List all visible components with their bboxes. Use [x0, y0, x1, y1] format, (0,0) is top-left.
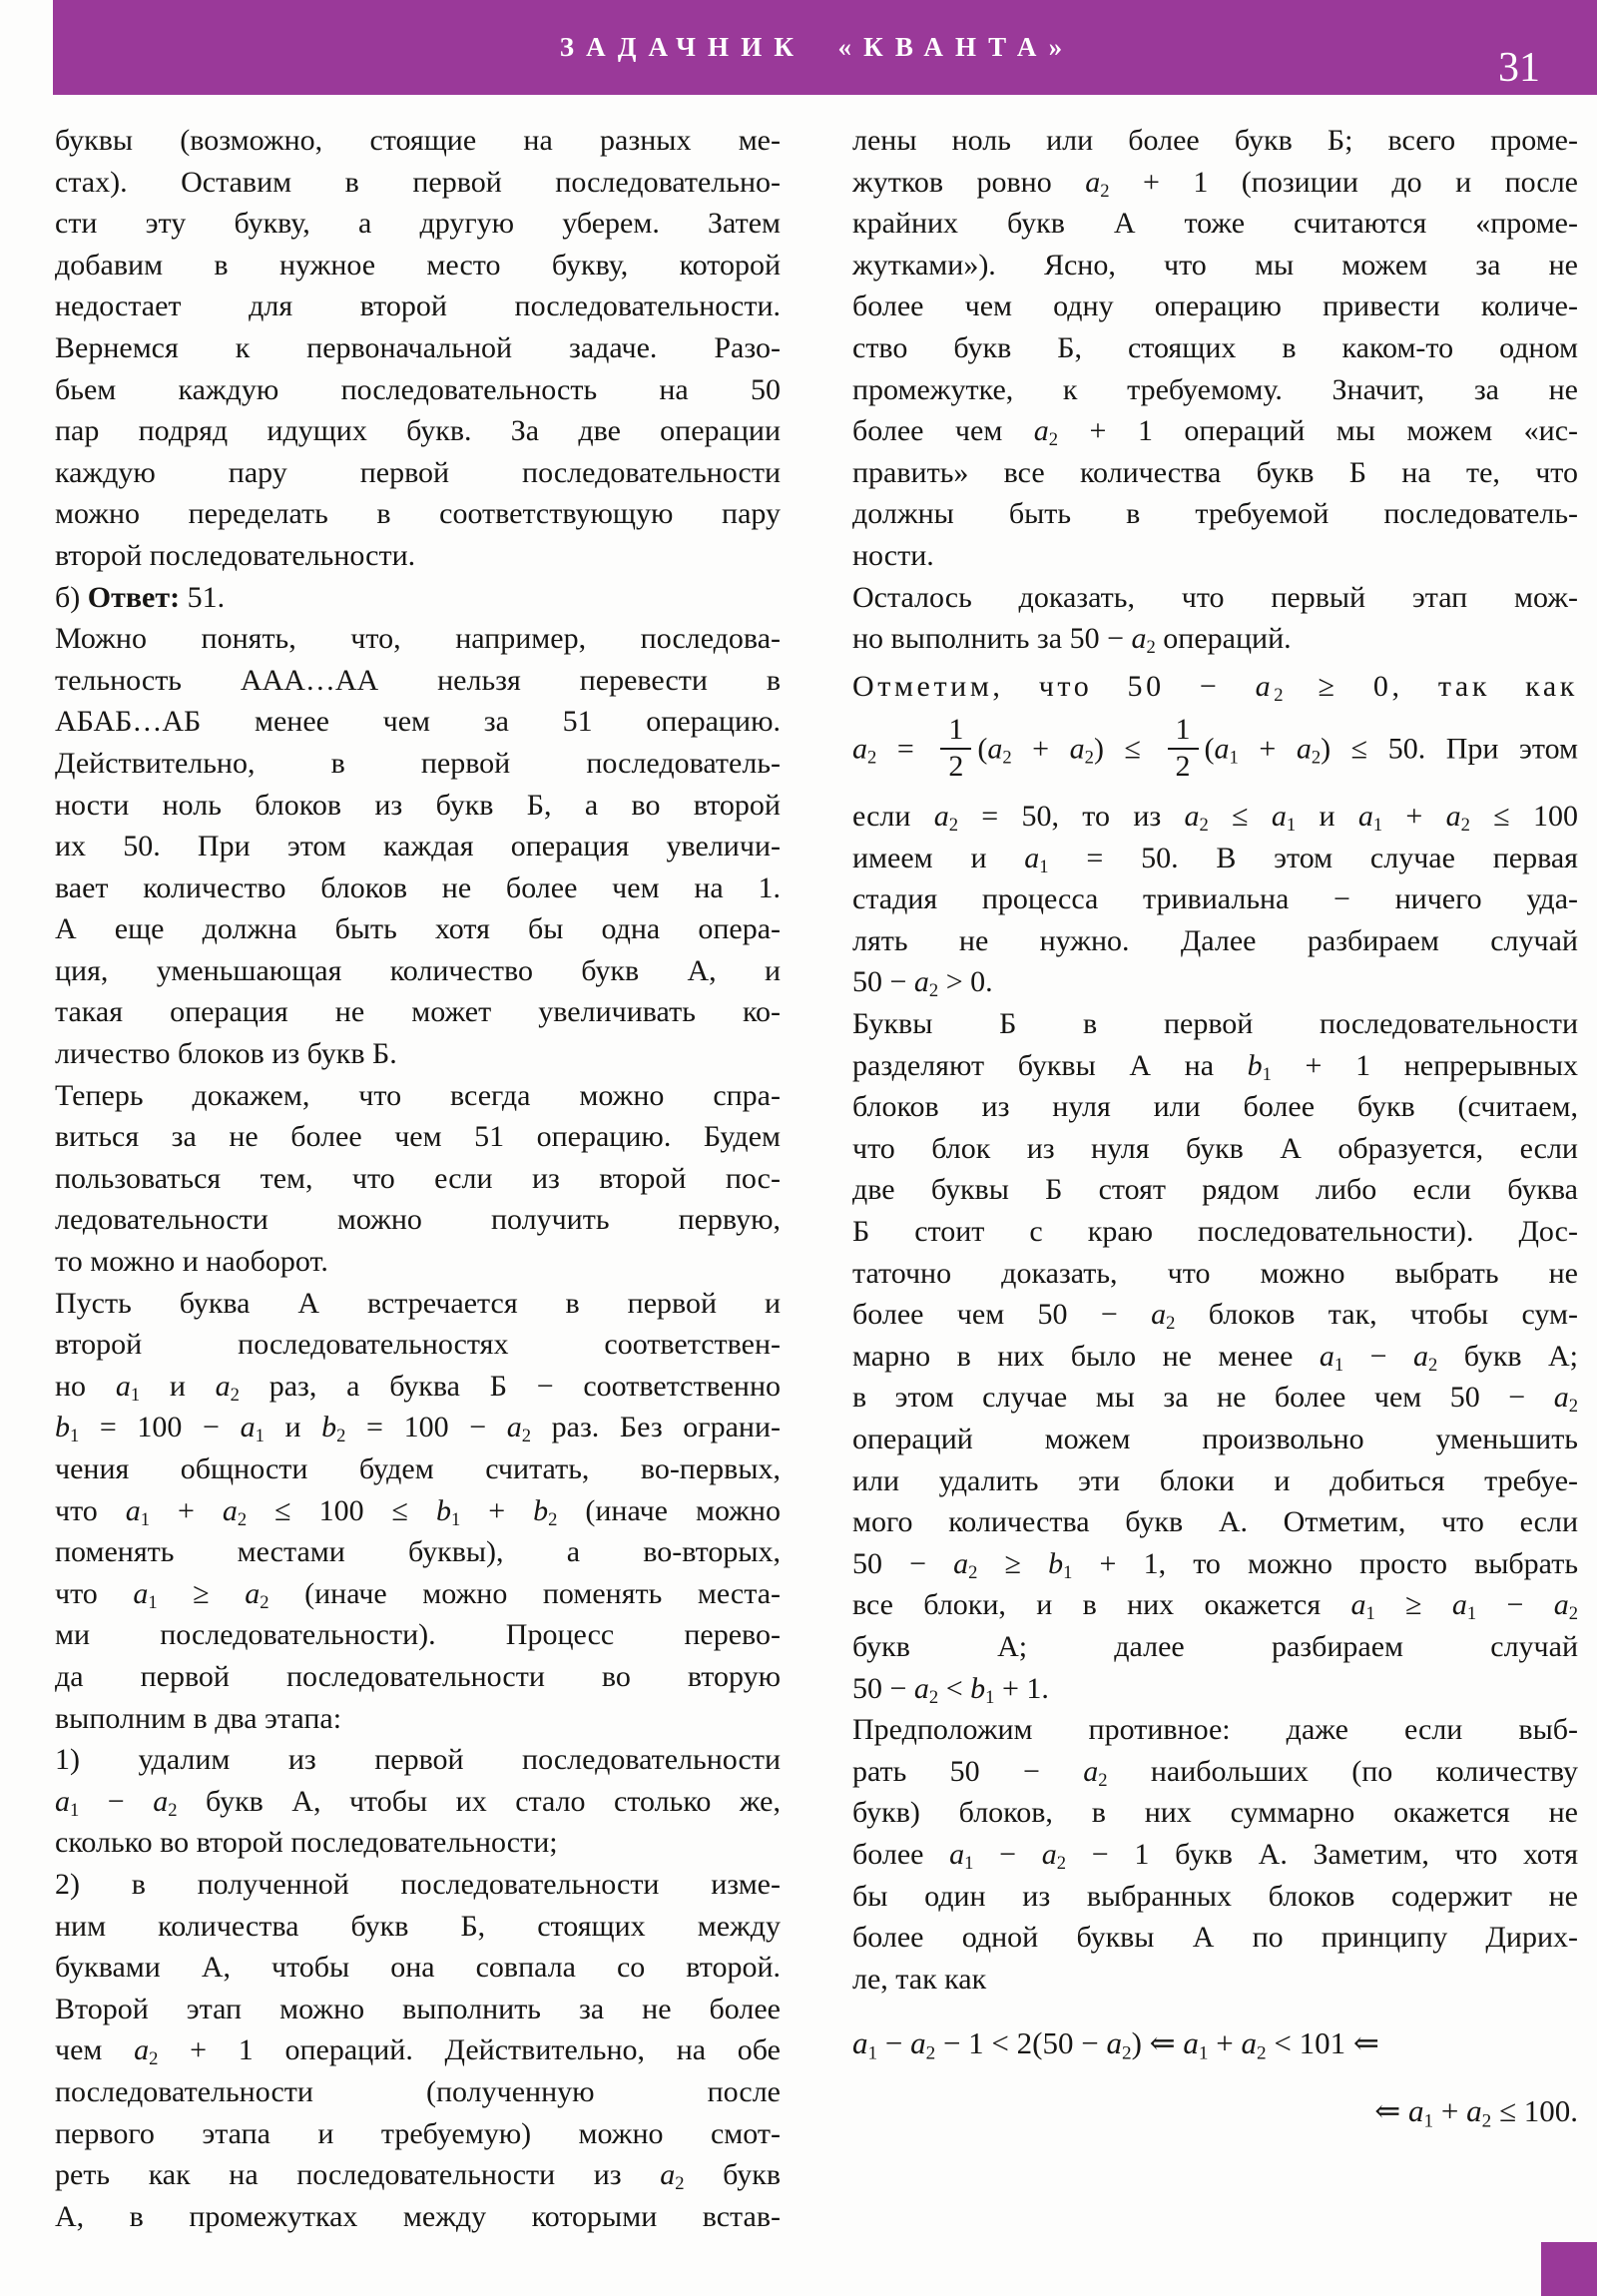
text-line: стадия процесса тривиальна − ничего уда- [852, 882, 1578, 916]
text-line: вает количество блоков не более чем на 1. [55, 870, 781, 904]
text-line: 1) удалим из первой последовательности [55, 1743, 781, 1777]
text-line: должны быть в требуемой последователь- [852, 497, 1578, 531]
text-line: две буквы Б стоят рядом либо если буква [852, 1173, 1578, 1207]
text-line: лены ноль или более букв Б; всего проме- [852, 124, 1578, 157]
text-line: чем $a_2 + 1$ операций. Действительно, на обе [55, 2033, 781, 2070]
left-column [55, 120, 781, 2237]
text-line: реть как на последовательности из $a_2$ букв [55, 2158, 781, 2195]
text-line: добавим в нужное место букву, которой [55, 248, 781, 282]
text-line: промежутке, к требуемому. Значит, за не [852, 372, 1578, 406]
text-line: $a_1 - a_2$ букв А, чтобы их стало столько же, [55, 1784, 781, 1821]
text-line: сти эту букву, а другую уберем. Затем [55, 207, 781, 241]
text-line: 2) в полученной последовательности изме- [55, 1867, 781, 1901]
text-line: Теперь докажем, что всегда можно спра- [55, 1078, 781, 1112]
text-line: их 50. При этом каждая операция увеличи- [55, 830, 781, 863]
text-line: второй последовательностях соответствен- [55, 1328, 781, 1362]
inline-formula-line: $a_2$ = $\frac{1}{2}$ $(a_2 + a_2)$ ≤ $\frac{1}{2}$ $(a_1 + a_2) \le 50$. При этом [852, 713, 1579, 783]
text-line: ности ноль блоков из букв Б, а во второй [55, 788, 781, 822]
text-line: если $a_2 = 50$, то из $a_2 \le a_1$ и $a_1 + a_2 \le 100$ [852, 800, 1579, 837]
text-line: тельность ААА…АА нельзя перевести в [55, 663, 781, 697]
header-bar [53, 0, 1597, 95]
text-line: второй последовательности. [55, 538, 416, 572]
right-column [852, 120, 1578, 2135]
text-line: крайних букв А тоже считаются «проме- [852, 207, 1578, 241]
text-line: АБАБ…АБ менее чем за 51 операцию. [55, 705, 781, 739]
text-line: можно переделать в соответствующую пару [55, 497, 781, 531]
text-line: мого количества букв А. Отметим, что если [852, 1505, 1578, 1539]
text-line: ле, так как [852, 1962, 987, 1996]
display-formula-line: $a_1 - a_2 - 1 < 2(50 - a_2)$ ⇐ $a_1 + a_2 < 101$ ⇐ [852, 2025, 1379, 2064]
display-formula-line: ⇐ $a_1 + a_2 \le 100$. [1374, 2093, 1578, 2132]
text-line: что $a_1 \ge a_2$ (иначе можно поменять места- [55, 1576, 782, 1613]
text-line: бьем каждую последовательность на 50 [55, 372, 781, 406]
text-line: таточно доказать, что можно выбрать не [852, 1256, 1578, 1290]
text-line: чения общности будем считать, во-первых, [55, 1452, 781, 1485]
text-line: но $a_1$ и $a_2$ раз, а буква Б − соответственно [55, 1369, 782, 1407]
text-line: бы один из выбранных блоков содержит не [852, 1879, 1578, 1913]
text-line: пар подряд идущих букв. За две операции [55, 414, 781, 448]
text-line: рать $50 - a_2$ наибольших (по количеству [852, 1754, 1578, 1791]
text-line: А, в промежутках между которыми встав- [55, 2199, 781, 2233]
text-line: более одной буквы А по принципу Дирих- [852, 1921, 1578, 1955]
text-line: $50 - a_2 \ge b_1 + 1$, то можно просто выбрать [852, 1546, 1579, 1583]
text-line: каждую пару первой последовательности [55, 455, 781, 489]
text-line: марно в них было не менее $a_1 - a_2$ букв А; [852, 1339, 1578, 1377]
text-line: личество блоков из букв Б. [55, 1037, 397, 1071]
text-line: Вернемся к первоначальной задаче. Разо- [55, 330, 781, 364]
text-line: выполним в два этапа: [55, 1701, 342, 1735]
text-line: пользоваться тем, что если из второй пос- [55, 1161, 781, 1195]
text-line: да первой последовательности во вторую [55, 1659, 781, 1693]
text-line: ция, уменьшающая количество букв А, и [55, 953, 781, 987]
text-line: букв) блоков, в них суммарно окажется не [852, 1796, 1578, 1830]
text-line: стах). Оставим в первой последовательно- [55, 165, 781, 199]
text-line: $50 - a_2 < b_1 + 1$. [852, 1671, 1049, 1708]
text-line: в этом случае мы за не более чем $50 - a_2$ [852, 1381, 1578, 1418]
fraction: $\frac{1}{2}$ [1168, 714, 1199, 783]
text-line: ности. [852, 538, 934, 572]
text-line: ство букв Б, стоящих в каком-то одном [852, 330, 1578, 364]
text-line: ним количества букв Б, стоящих между [55, 1909, 781, 1943]
text-line: $b_1 = 100 - a_1$ и $b_2 = 100 - a_2$ раз. Без ограни- [55, 1411, 782, 1447]
text-line: Можно понять, что, например, последова- [55, 622, 781, 656]
text-line: Отметим, что $50 - a_2 \ge 0$, так как [852, 669, 1578, 706]
text-line: имеем и $a_1 = 50$. В этом случае первая [852, 841, 1578, 877]
text-line: более чем одну операцию привести количе- [852, 289, 1578, 323]
text-line: что блок из нуля букв А образуется, если [852, 1131, 1578, 1165]
text-line: более $a_1 - a_2 - 1$ букв А. Заметим, что хотя [852, 1837, 1578, 1875]
text-line: Б стоит с краю последовательности). Дос- [852, 1215, 1578, 1249]
text-line: Осталось доказать, что первый этап мож- [852, 580, 1578, 614]
text-line: править» все количества букв Б на те, что [852, 455, 1578, 489]
text-line: лять не нужно. Далее разбираем случай [852, 923, 1578, 957]
text-line: все блоки, и в них окажется $a_1 \ge a_1 - a_2$ [852, 1588, 1579, 1625]
text-line: буквы (возможно, стоящие на разных ме- [55, 124, 781, 157]
fraction: $\frac{1}{2}$ [940, 714, 971, 783]
text-line: Пусть буква А встречается в первой и [55, 1286, 781, 1320]
text-line: виться за не более чем 51 операцию. Будем [55, 1120, 781, 1154]
text-line: разделяют буквы А на $b_1 + 1$ непрерывных [852, 1048, 1578, 1085]
text-line: жутков ровно $a_2 + 1$ (позиции до и после [852, 165, 1578, 202]
text-line: но выполнить за $50 - a_2$ операций. [852, 622, 1292, 659]
text-line: Предположим противное: даже если выб- [852, 1713, 1578, 1747]
text-line: жутками»). Ясно, что мы можем за не [852, 248, 1578, 282]
text-line: букв А; далее разбираем случай [852, 1629, 1578, 1663]
text-line: операций можем произвольно уменьшить [852, 1423, 1578, 1455]
text-line: или удалить эти блоки и добиться требуе- [852, 1463, 1578, 1497]
section-title: ЗАДАЧНИК «КВАНТА» [559, 32, 1075, 62]
text-line: сколько во второй последовательности; [55, 1826, 558, 1860]
text-line: А еще должна быть хотя бы одна опера- [55, 912, 781, 946]
text-line: буквами А, чтобы она совпала со второй. [55, 1951, 781, 1985]
text-line: $50 - a_2 > 0$. [852, 965, 993, 1002]
text-line: последовательности (полученную после [55, 2074, 781, 2108]
page-number: 31 [1498, 45, 1540, 91]
text-line: такая операция не может увеличивать ко- [55, 995, 781, 1029]
text-line: поменять местами буквы), а во-вторых, [55, 1535, 781, 1569]
answer-line: б) Ответ: 51. [55, 580, 226, 614]
text-line: блоков из нуля или более букв (считаем, [852, 1090, 1578, 1124]
text-line: ледовательности можно получить первую, [55, 1203, 781, 1237]
text-line: более чем $a_2 + 1$ операций мы можем «ис- [852, 414, 1579, 451]
text-line: что $a_1 + a_2 \le 100 \le b_1 + b_2$ (иначе можно [55, 1493, 781, 1530]
text-line: более чем $50 - a_2$ блоков так, чтобы сум- [852, 1298, 1578, 1335]
text-line: то можно и наоборот. [55, 1245, 328, 1279]
text-line: недостает для второй последовательности. [55, 289, 781, 323]
text-line: ми последовательности). Процесс перево- [55, 1618, 781, 1652]
text-line: Буквы Б в первой последовательности [852, 1007, 1578, 1041]
text-line: Второй этап можно выполнить за не более [55, 1992, 781, 2025]
text-line: первого этапа и требуемую) можно смот- [55, 2116, 781, 2150]
corner-decoration [1541, 2242, 1597, 2296]
text-line: Действительно, в первой последователь- [55, 746, 781, 780]
